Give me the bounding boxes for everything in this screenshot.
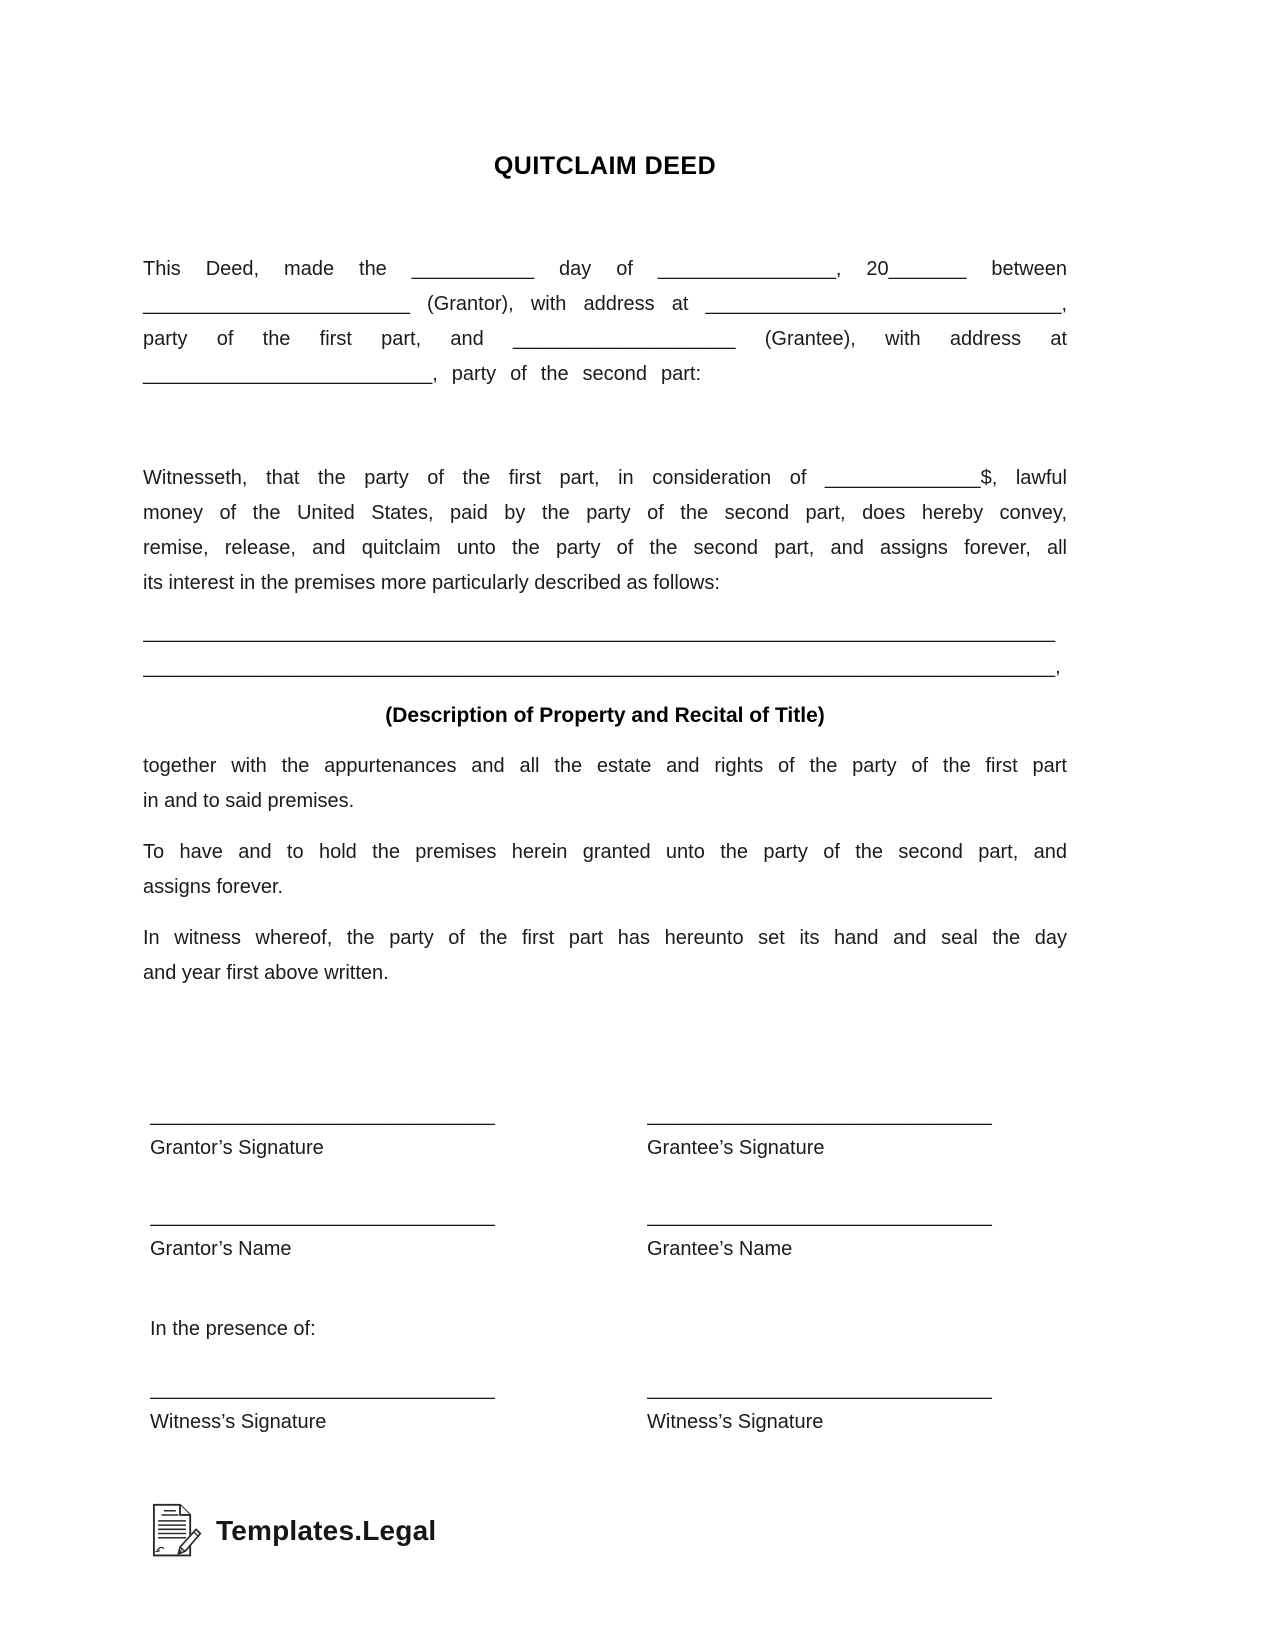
witnesseth-line: Witnesseth, that the party of the first part, in consideration of ______________$, lawful (143, 467, 1067, 489)
appurtenances-paragraph (143, 749, 1067, 819)
document-page (143, 0, 1067, 1436)
grantee-name-line: _______________________________ (647, 1205, 992, 1227)
grantee-name-block (647, 1204, 1007, 1263)
witnesseth-line: remise, release, and quitclaim unto the party of the second part, and assigns forever, all (143, 537, 1067, 559)
grantor-signature-line: _______________________________ (150, 1104, 495, 1126)
grantee-signature-block (647, 1103, 1007, 1162)
presence-label: In the presence of: (150, 1318, 316, 1340)
intro-paragraph (143, 252, 1067, 392)
name-row (150, 1204, 1067, 1263)
witness-clause-line: In witness whereof, the party of the first part has hereunto set its hand and seal the day (143, 927, 1067, 949)
intro-line: ________________________ (Grantor), with address at ________________________________, (143, 293, 1067, 315)
grantor-signature-label: Grantor’s Signature (150, 1137, 324, 1159)
blank-rule-line: __________________________________________________________________________________, (143, 656, 1061, 678)
witnesseth-line: its interest in the premises more particularly described as follows: (143, 572, 720, 594)
habendum-paragraph (143, 835, 1067, 905)
footer-brand (148, 1498, 436, 1564)
witness-signature-line: _______________________________ (150, 1378, 495, 1400)
description-heading: (Description of Property and Recital of Title) (385, 704, 825, 727)
witness-clause-paragraph (143, 921, 1067, 991)
document-pen-icon (148, 1498, 202, 1564)
page-title: QUITCLAIM DEED (493, 152, 717, 180)
grantee-name-label: Grantee’s Name (647, 1238, 793, 1260)
appurtenances-line: in and to said premises. (143, 790, 355, 812)
intro-line: __________________________, party of the second part: (143, 363, 701, 385)
witnesseth-paragraph (143, 461, 1067, 601)
intro-line: party of the first part, and ____________________ (Grantee), with address at (143, 328, 1067, 350)
witnesseth-line: money of the United States, paid by the party of the second part, does hereby convey, (143, 502, 1067, 524)
witness-signature-block-right (647, 1377, 1007, 1436)
witness-clause-line: and year first above written. (143, 962, 389, 984)
appurtenances-line: together with the appurtenances and all the estate and rights of the party of the first part (143, 755, 1067, 777)
witness-signature-block-left (150, 1377, 510, 1436)
brand-name: Templates.Legal (216, 1515, 437, 1546)
habendum-line: assigns forever. (143, 876, 284, 898)
grantor-name-line: _______________________________ (150, 1205, 495, 1227)
grantor-name-block (150, 1204, 510, 1263)
property-description-blanks (143, 615, 1067, 685)
grantor-signature-block (150, 1103, 510, 1162)
intro-line: This Deed, made the ___________ day of ________________, 20_______ between (143, 258, 1067, 280)
witness-signature-label: Witness’s Signature (150, 1411, 327, 1433)
signature-row (150, 1103, 1067, 1162)
blank-rule-line: __________________________________________________________________________________ (143, 621, 1056, 643)
witness-signature-line: _______________________________ (647, 1378, 992, 1400)
grantor-name-label: Grantor’s Name (150, 1238, 292, 1260)
grantee-signature-line: _______________________________ (647, 1104, 992, 1126)
habendum-line: To have and to hold the premises herein granted unto the party of the second part, and (143, 841, 1067, 863)
signature-section (150, 1103, 1067, 1436)
witness-row (150, 1377, 1067, 1436)
grantee-signature-label: Grantee’s Signature (647, 1137, 825, 1159)
witness-signature-label: Witness’s Signature (647, 1411, 824, 1433)
